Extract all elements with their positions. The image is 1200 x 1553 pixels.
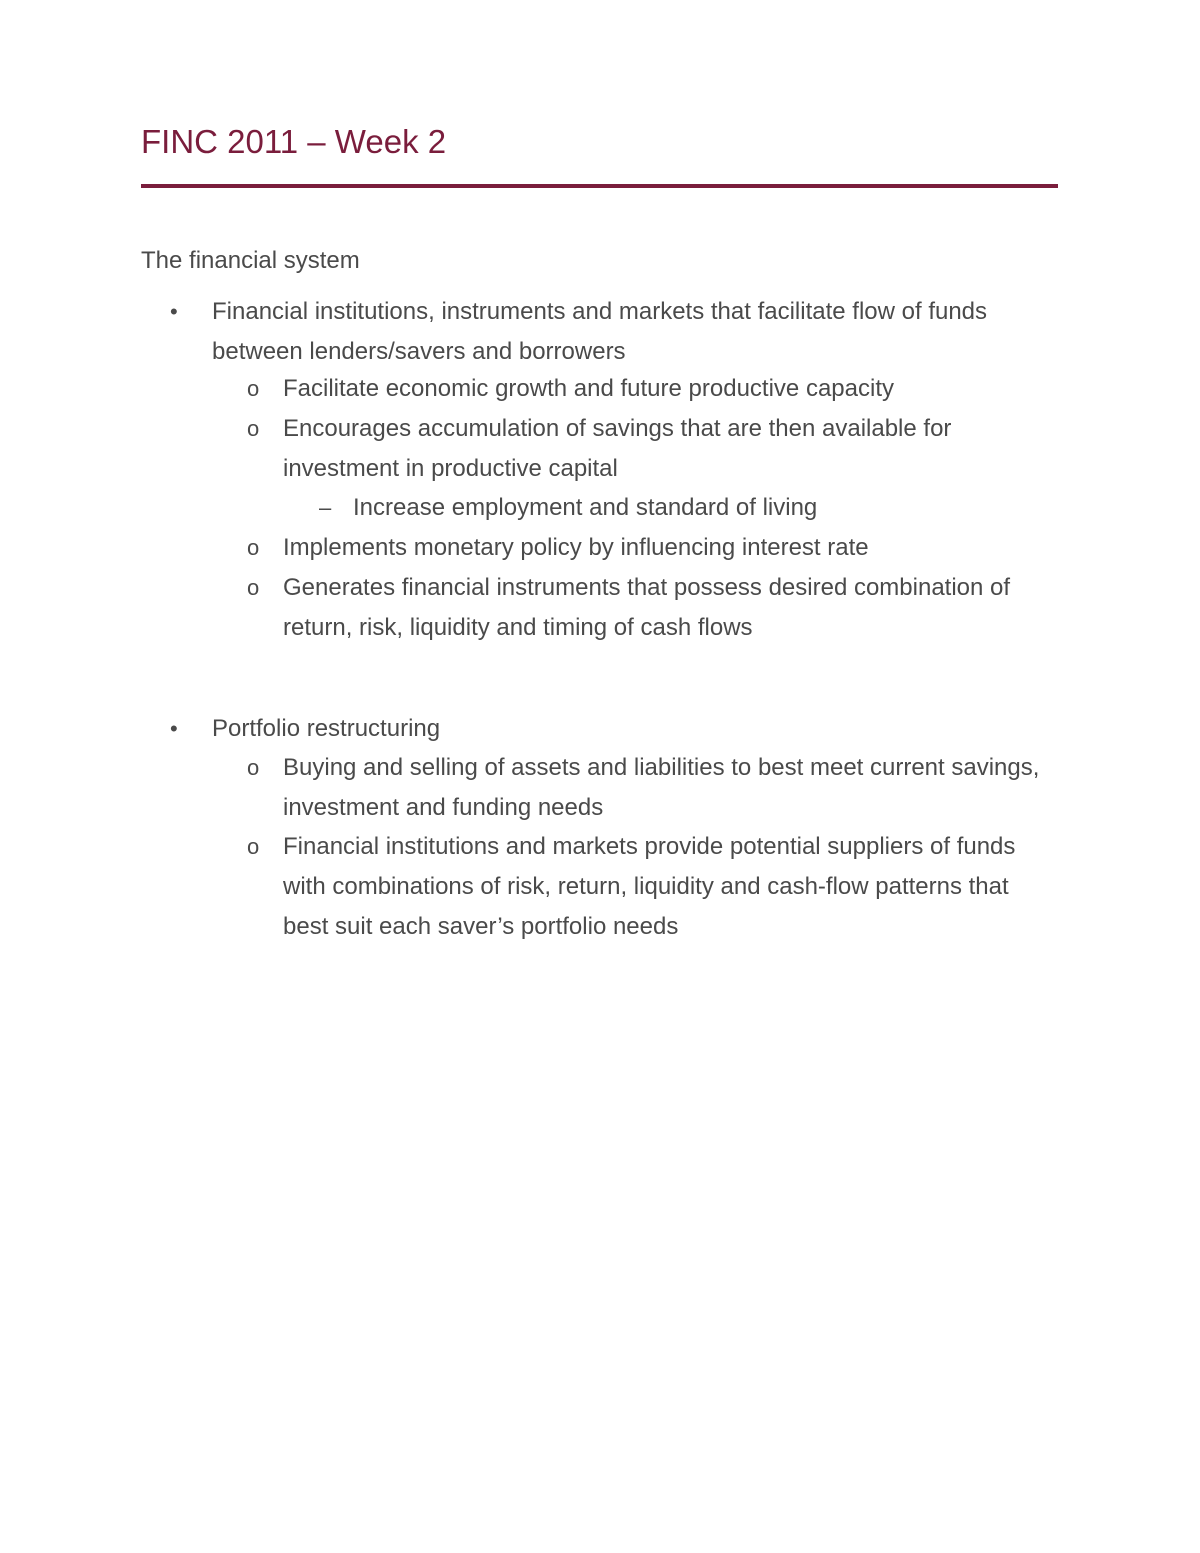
list-item-level-2 (247, 369, 1058, 409)
list-item-text: Increase employment and standard of living (353, 494, 818, 521)
list-item-text: Buying and selling of assets and liabilities to best meet current savings, investment and funding needs (283, 754, 1040, 821)
circle-marker: o (247, 376, 260, 401)
list-item-level-2 (247, 827, 1058, 947)
list-item-level-3 (319, 488, 1058, 528)
title-divider (141, 184, 1058, 188)
list-item-level-2 (247, 528, 1058, 568)
list-item-level-2 (247, 568, 1058, 648)
list-item-text: Portfolio restructuring (212, 715, 441, 742)
list-item-text: Financial institutions, instruments and markets that facilitate flow of funds between lenders/savers and borrowers (212, 298, 988, 365)
list-item-level-1 (170, 709, 1058, 749)
list-item-text: Encourages accumulation of savings that are then available for investment in productive capital (283, 415, 952, 482)
list-item-text: Financial institutions and markets provide potential suppliers of funds with combinations of risk, return, liquidity and cash-flow patterns that best suit each saver’s portfolio needs (283, 833, 1016, 940)
bullet-marker: • (170, 299, 178, 324)
list-item-level-2 (247, 748, 1058, 828)
circle-marker: o (247, 416, 260, 441)
circle-marker: o (247, 535, 260, 560)
section-heading: The financial system (141, 247, 360, 274)
list-item-level-1 (170, 292, 1058, 372)
dash-marker: – (319, 495, 332, 520)
bullet-marker: • (170, 716, 178, 741)
list-item-text: Facilitate economic growth and future productive capacity (283, 375, 894, 402)
list-item-text: Generates financial instruments that possess desired combination of return, risk, liquidity and timing of cash flows (283, 574, 1011, 641)
circle-marker: o (247, 755, 260, 780)
document-title: FINC 2011 – Week 2 (141, 123, 447, 160)
list-item-text: Implements monetary policy by influencing interest rate (283, 534, 869, 561)
circle-marker: o (247, 834, 260, 859)
list-item-level-2 (247, 409, 1058, 489)
circle-marker: o (247, 575, 260, 600)
